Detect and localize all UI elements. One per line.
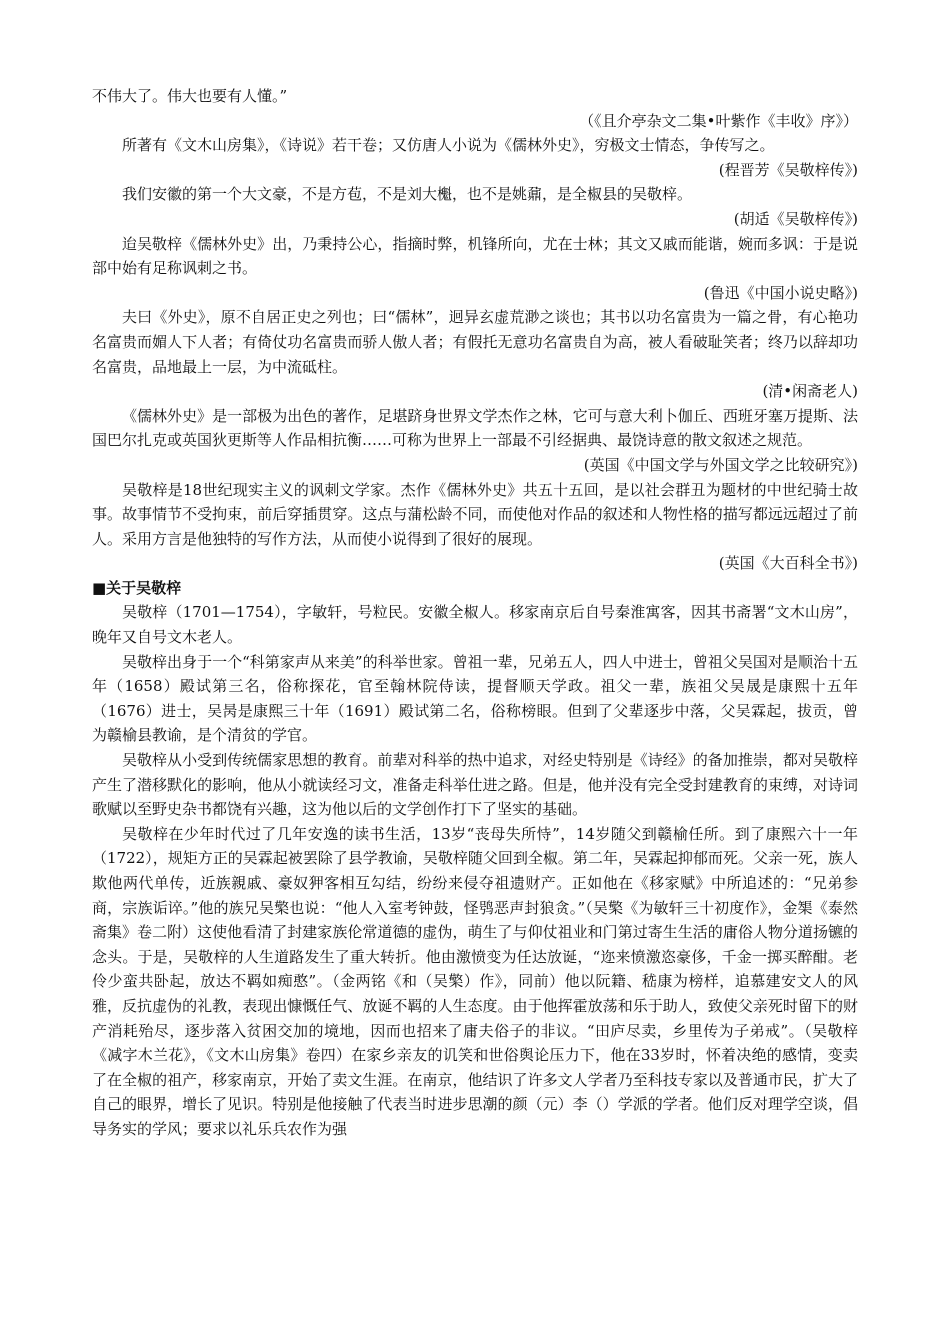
paragraph: 吴敬梓从小受到传统儒家思想的教育。前辈对科举的热中追求，对经史特别是《诗经》的备加推崇，都对吴敬梓产生了潜移默化的影响，他从小就读经习文，准备走科举仕进之路。但是，他并没有完全受封建教育的束缚，对诗词歌赋以至野史杂书都饶有兴趣，这为他以后的文学创作打下了坚实的基础。 — [92, 751, 858, 819]
paragraph: 吴敬梓在少年时代过了几年安逸的读书生活，13岁“丧母失所恃”，14岁随父到赣榆任所。到了康熙六十一年（1722），规矩方正的吴霖起被罢除了县学教谕，吴敬梓随父回到全椒。第二年，吴霖起抑郁而死。父亲一死，族人欺他两代单传，近族親戚、豪奴狎客相互勾结，纷纷来侵夺祖遗财产。正如他在《移家赋》中所追述的：“兄弟参商，宗族诟谇。”他的族兄吴檠也说：“他人入室考钟鼓，怪鸮恶声封狼贪。”（吴檠《为敏轩三十初度作》，金榘《泰然斋集》卷二附）这使他看清了封建家族伦常道德的虚伪，萌生了与仰仗祖业和门第过寄生生活的庸俗人物分道扬镳的念头。于是，吴敬梓的人生道路发生了重大转折。他由激愤变为任达放诞，“迩来愤激恣豪侈，千金一掷买醉酣。老伶少蛮共卧起，放达不羁如痴憨”。（金两铭《和（吴檠）作》，同前）他以阮籍、嵇康为榜样，追慕建安文人的风雅，反抗虚伪的礼教，表现出慷慨任气、放诞不羁的人生态度。由于他挥霍放荡和乐于助人，致使父亲死时留下的财产消耗殆尽，逐步落入贫困交加的境地，因而也招来了庸夫俗子的非议。“田庐尽卖，乡里传为子弟戒”。（吴敬梓《减字木兰花》，《文木山房集》卷四）在家乡亲友的讥笑和世俗舆论压力下，他在33岁时，怀着决绝的感情，变卖了在全椒的祖产，移家南京，开始了卖文生涯。在南京，他结识了许多文人学者乃至科技专家以及普通市民，扩大了自己的眼界，增长了见识。特别是他接触了代表当时进步思潮的颜（元）李（）学派的学者。他们反对理学空谈，倡导务实的学风；要求以礼乐兵农作为强 — [92, 824, 858, 1138]
citation-source: (鲁迅《中国小说史略》) — [703, 283, 858, 302]
paragraph: 不伟大了。伟大也要有人懂。” — [92, 87, 288, 105]
citation-source: （《且介亭杂文二集•叶紫作《丰收》序》） — [579, 111, 858, 130]
paragraph: 所著有《文木山房集》，《诗说》若干卷；又仿唐人小说为《儒林外史》，穷极文士情态，争传写之。 — [122, 136, 775, 155]
citation-source: (清•闲斋老人) — [762, 382, 858, 401]
paragraph: 吴敬梓（1701—1754），字敏轩，号粒民。安徽全椒人。移家南京后自号秦淮寓客，因其书斋署“文木山房”，晚年又自号文木老人。 — [92, 603, 858, 647]
paragraph: 吴敬梓出身于一个“科第家声从来美”的科举世家。曾祖一辈，兄弟五人，四人中进士，曾祖父吴国对是顺治十五年（1658）殿试第三名，俗称探花，官至翰林院侍读，提督顺天学政。祖父一辈，族祖父吴晟是康熙十五年（1676）进士，吴昺是康熙三十年（1691）殿试第二名，俗称榜眼。但到了父辈逐步中落，父吴霖起，拔贡，曾为赣榆县教谕，是个清贫的学官。 — [92, 652, 858, 745]
citation-source: (英国《大百科全书》) — [718, 554, 858, 573]
citation-source: (胡适《吴敬梓传》) — [733, 209, 858, 228]
paragraph: 《儒林外史》是一部极为出色的著作，足堪跻身世界文学杰作之林，它可与意大利卜伽丘、西班牙塞万提斯、法国巴尔扎克或英国狄更斯等人作品相抗衡……可称为世界上一部最不引经据典、最饶诗意的散文叙述之规范。 — [92, 406, 858, 450]
paragraph: 吴敬梓是18世纪现实主义的讽刺文学家。杰作《儒林外史》共五十五回，是以社会群丑为题材的中世纪骑士故事。故事情节不受拘束，前后穿插贯穿。这点与蒲松龄不同，而使他对作品的叙述和人物性格的描写都远远超过了前人。采用方言是他独特的写作方法，从而使小说得到了很好的展现。 — [92, 480, 858, 548]
paragraph: 夫曰《外史》，原不自居正史之列也；曰“儒林”，迥异玄虚荒渺之谈也；其书以功名富贵为一篇之骨，有心艳功名富贵而媚人下人者；有倚仗功名富贵而骄人傲人者；有假托无意功名富贵自为高，被人看破耻笑者；终乃以辞却功名富贵，品地最上一层，为中流砥柱。 — [92, 308, 858, 376]
citation-source: (英国《中国文学与外国文学之比较研究》) — [583, 455, 858, 474]
citation-source: (程晋芳《吴敬梓传》) — [718, 160, 858, 179]
document-page — [92, 84, 858, 1142]
paragraph: 迨吴敬梓《儒林外史》出，乃秉持公心，指摘时弊，机锋所向，尤在士林；其文又戚而能谐，婉而多讽：于是说部中始有足称讽刺之书。 — [92, 234, 858, 278]
paragraph: 我们安徽的第一个大文豪，不是方苞，不是刘大櫆，也不是姚鼐，是全椒县的吴敬梓。 — [122, 185, 693, 204]
section-heading: ■关于吴敬梓 — [92, 578, 182, 597]
